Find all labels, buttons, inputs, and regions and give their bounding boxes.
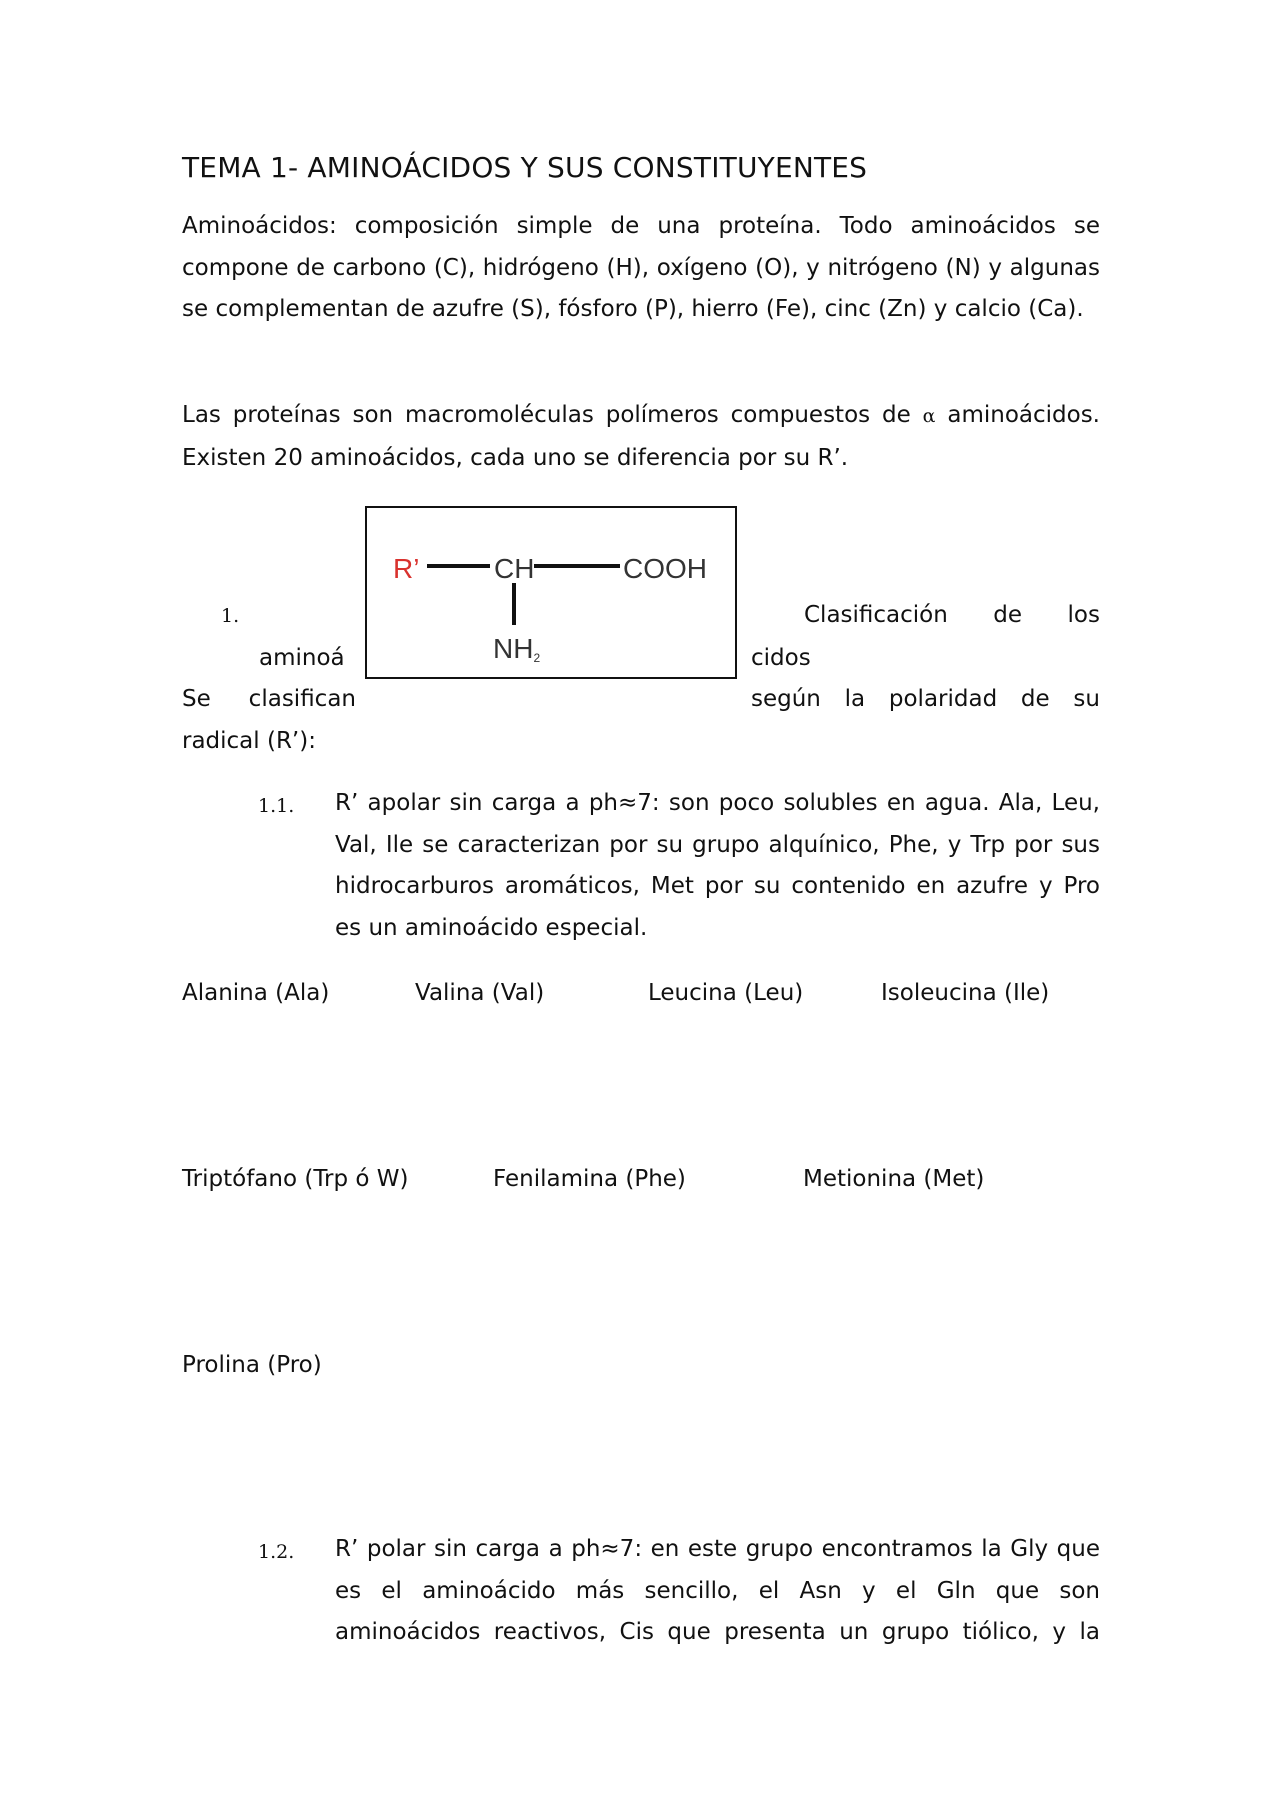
formula-nh2: NH2 xyxy=(493,633,541,665)
section-1-text-right: según la polaridad de su xyxy=(751,686,1100,712)
section-1-text-end: radical (R’): xyxy=(182,728,316,754)
amino-label-tryptophan: Triptófano (Trp ó W) xyxy=(182,1166,409,1192)
amino-acid-formula-figure xyxy=(365,506,737,679)
intro-paragraph-2-end: aminoácidos. Existen 20 aminoácidos, cada uno se diferencia por su R’. xyxy=(182,402,1100,471)
page-title: TEMA 1- AMINOÁCIDOS Y SUS CONSTITUYENTES xyxy=(182,151,868,184)
formula-cooh: COOH xyxy=(623,553,707,584)
section-1-text-left: Se clasifican xyxy=(182,686,356,712)
amino-label-methionine: Metionina (Met) xyxy=(803,1166,985,1192)
formula-r-group: R’ xyxy=(393,553,420,584)
alpha-symbol: α xyxy=(922,405,936,427)
section-1-1-number: 1.1. xyxy=(258,795,295,817)
intro-paragraph-2-start: Las proteínas son macromoléculas polímeros compuestos de xyxy=(182,402,923,428)
section-1-number: 1. xyxy=(221,605,240,627)
section-1-1-text: R’ apolar sin carga a ph≈7: son poco solubles en agua. Ala, Leu, Val, Ile se caracterizan por su grupo alquínico, Phe, y Trp por sus hidrocarburos aromáticos, Met por su contenido en azufre y Pro es un aminoácido especial. xyxy=(335,790,1100,941)
section-1-heading-cont: cidos xyxy=(751,645,811,671)
amino-label-isoleucine: Isoleucina (Ile) xyxy=(881,980,1050,1006)
amino-label-valine: Valina (Val) xyxy=(415,980,545,1006)
amino-label-leucine: Leucina (Leu) xyxy=(648,980,804,1006)
intro-paragraph-2 xyxy=(182,395,1100,479)
section-1-2-number: 1.2. xyxy=(258,1541,295,1563)
intro-paragraph-1: Aminoácidos: composición simple de una proteína. Todo aminoácidos se compone de carbono (C), hidrógeno (H), oxígeno (O), y nitrógeno (N) y algunas se complementan de azufre (S), fósforo (P), hierro (Fe), cinc (Zn) y calcio (Ca). xyxy=(182,213,1100,322)
section-1-heading-left: aminoá xyxy=(259,645,345,671)
amino-label-phenylalanine: Fenilamina (Phe) xyxy=(493,1166,686,1192)
amino-label-alanine: Alanina (Ala) xyxy=(182,980,330,1006)
section-1-heading-right: Clasificación de los xyxy=(804,602,1100,628)
amino-label-proline: Prolina (Pro) xyxy=(182,1352,322,1378)
section-1-2-text: R’ polar sin carga a ph≈7: en este grupo encontramos la Gly que es el aminoácido más sencillo, el Asn y el Gln que son aminoácidos reactivos, Cis que presenta un grupo tiólico, y la xyxy=(335,1536,1100,1645)
amino-acid-formula xyxy=(367,508,735,677)
formula-ch: CH xyxy=(494,553,535,584)
